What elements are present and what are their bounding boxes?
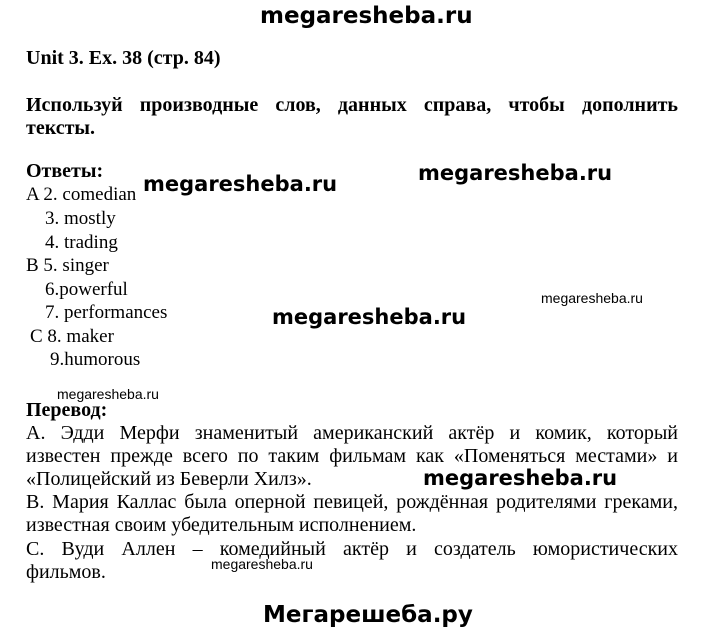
watermark-left-small: megaresheba.ru [57,386,159,402]
watermark-bottom-small: megaresheba.ru [211,556,313,572]
watermark-mid-left: megaresheba.ru [143,172,338,196]
translation-b-line-2: известная своим убедительным исполнением. [26,514,417,536]
translation-a-line-2: известен прежде всего по таким фильмам как «Поменяться местами» и [26,445,678,467]
watermark-right-small: megaresheba.ru [541,290,643,306]
answer-item: 3. mostly [45,208,116,229]
answer-item: 9.humorous [50,349,141,370]
watermark-translation: megaresheba.ru [423,466,618,490]
translation-heading: Перевод: [26,399,108,421]
task-line-2: тексты. [26,117,96,139]
watermark-footer: Мегарешеба.ру [263,602,473,628]
unit-title: Unit 3. Ex. 38 (стр. 84) [26,47,221,69]
answer-item: B 5. singer [26,255,109,276]
answer-item: A 2. comedian [26,184,137,205]
translation-c-line-2: фильмов. [26,561,106,583]
watermark-center: megaresheba.ru [272,305,467,329]
translation-a-line-3: «Полицейский из Беверли Хилз». [26,468,312,490]
translation-c-line-1: С. Вуди Аллен – комедийный актёр и создатель юмористических [26,538,678,560]
answer-item: 7. performances [45,302,168,323]
watermark-top: megaresheba.ru [260,3,473,29]
translation-b-line-1: В. Мария Каллас была оперной певицей, рождённая родителями греками, [26,491,678,513]
answer-item: 4. trading [45,232,118,253]
answers-heading: Ответы: [26,160,104,182]
task-line-1: Используй производные слов, данных справа, чтобы дополнить [26,94,678,116]
watermark-mid-right: megaresheba.ru [418,161,613,185]
answer-item: 6.powerful [45,279,128,300]
answer-item: C 8. maker [30,326,114,347]
translation-a-line-1: А. Эдди Мерфи знаменитый американский актёр и комик, который [26,422,678,444]
